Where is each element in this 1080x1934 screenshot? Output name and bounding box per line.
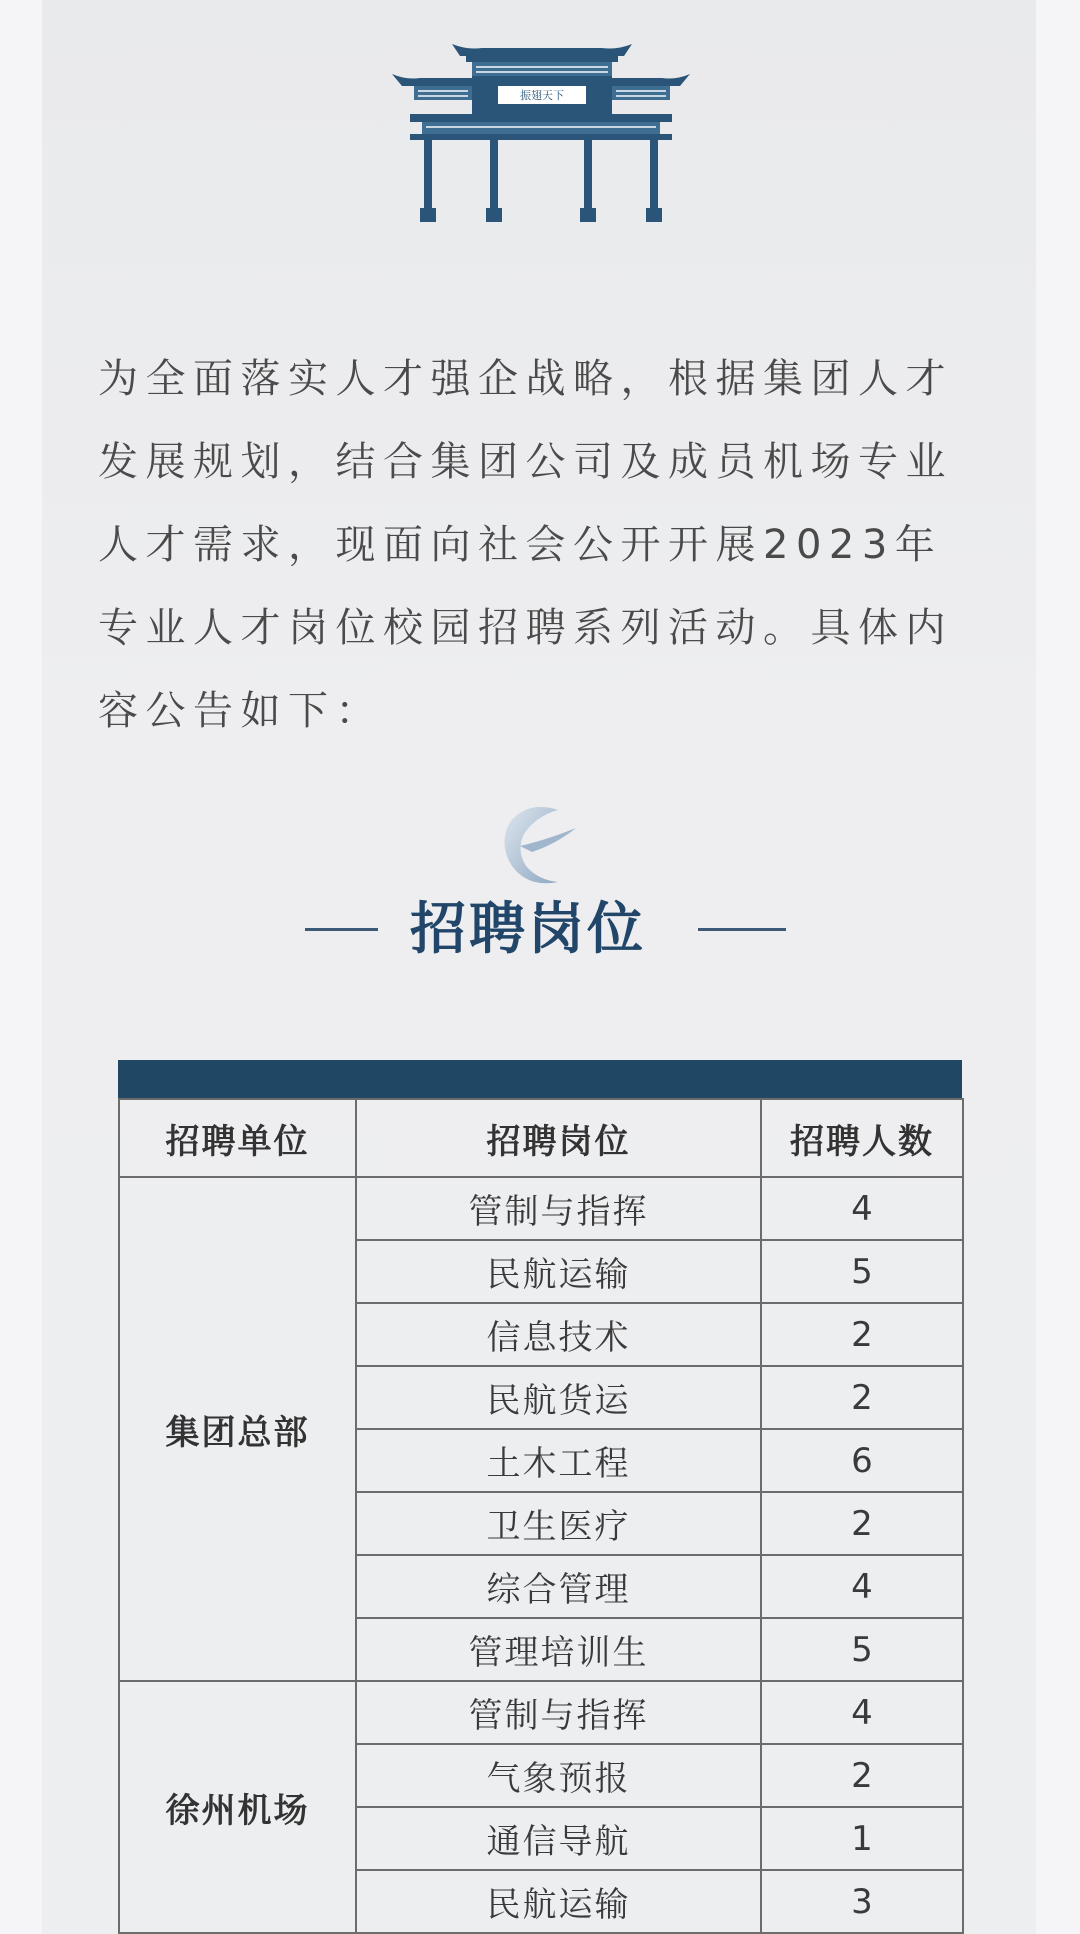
header-count: 招聘人数	[761, 1099, 963, 1177]
count-cell: 2	[761, 1366, 963, 1429]
count-cell: 3	[761, 1870, 963, 1933]
archway-gate-icon	[392, 30, 690, 228]
count-cell: 5	[761, 1240, 963, 1303]
count-cell: 2	[761, 1744, 963, 1807]
table-row	[119, 1681, 963, 1744]
position-cell: 管理培训生	[356, 1618, 761, 1681]
count-cell: 4	[761, 1681, 963, 1744]
count-cell: 2	[761, 1492, 963, 1555]
count-cell: 6	[761, 1429, 963, 1492]
table-header-band	[118, 1060, 962, 1098]
header-unit: 招聘单位	[119, 1099, 356, 1177]
section-title: 招聘岗位	[410, 897, 646, 962]
unit-cell: 徐州机场	[119, 1681, 356, 1933]
recruitment-table	[118, 1098, 964, 1934]
header-position: 招聘岗位	[356, 1099, 761, 1177]
position-cell: 气象预报	[356, 1744, 761, 1807]
title-divider-right	[698, 928, 786, 931]
position-cell: 通信导航	[356, 1807, 761, 1870]
position-cell: 信息技术	[356, 1303, 761, 1366]
position-cell: 民航运输	[356, 1870, 761, 1933]
table-row	[119, 1177, 963, 1240]
count-cell: 4	[761, 1177, 963, 1240]
count-cell: 2	[761, 1303, 963, 1366]
position-cell: 土木工程	[356, 1429, 761, 1492]
intro-paragraph: 为全面落实人才强企战略，根据集团人才发展规划，结合集团公司及成员机场专业人才需求，现面向社会公开开展2023年专业人才岗位校园招聘系列活动。具体内容公告如下：	[98, 356, 953, 734]
title-divider-left	[305, 928, 378, 931]
position-cell: 卫生医疗	[356, 1492, 761, 1555]
count-cell: 1	[761, 1807, 963, 1870]
position-cell: 民航运输	[356, 1240, 761, 1303]
count-cell: 4	[761, 1555, 963, 1618]
unit-cell: 集团总部	[119, 1177, 356, 1681]
table-header-row	[119, 1099, 963, 1177]
airline-logo-icon	[498, 800, 580, 888]
count-cell: 5	[761, 1618, 963, 1681]
section-title-row	[0, 890, 1080, 970]
position-cell: 管制与指挥	[356, 1177, 761, 1240]
arch-plaque-text: 振翅天下	[520, 89, 564, 102]
position-cell: 综合管理	[356, 1555, 761, 1618]
position-cell: 管制与指挥	[356, 1681, 761, 1744]
position-cell: 民航货运	[356, 1366, 761, 1429]
